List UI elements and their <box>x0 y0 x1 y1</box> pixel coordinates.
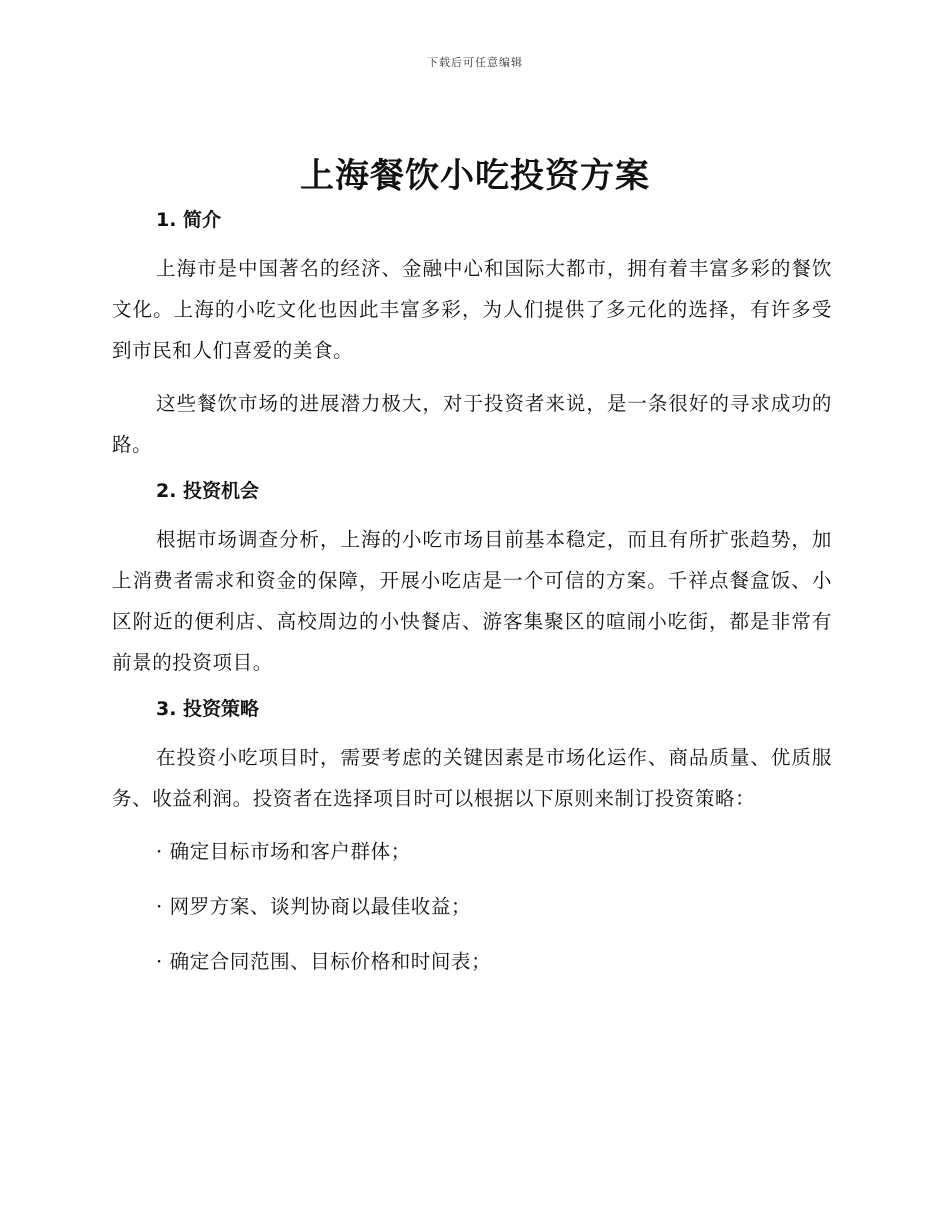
section-heading-opportunity: 2. 投资机会 <box>156 480 260 502</box>
paragraph: 在投资小吃项目时，需要考虑的关键因素是市场化运作、商品质量、优质服务、收益利润。投资者在选择项目时可以根据以下原则来制订投资策略： <box>112 746 832 810</box>
document-body <box>112 198 832 996</box>
bullet-item: · 确定合同范围、目标价格和时间表； <box>156 950 492 973</box>
bullet-item: · 网罗方案、谈判协商以最佳收益； <box>156 895 472 918</box>
page-header: 下载后可任意编辑 <box>427 56 523 69</box>
section-heading-strategy: 3. 投资策略 <box>156 698 260 720</box>
document-title: 上海餐饮小吃投资方案 <box>300 156 650 196</box>
paragraph: 这些餐饮市场的进展潜力极大，对于投资者来说，是一条很好的寻求成功的路。 <box>112 392 832 456</box>
paragraph: 上海市是中国著名的经济、金融中心和国际大都市，拥有着丰富多彩的餐饮文化。上海的小吃文化也因此丰富多彩，为人们提供了多元化的选择，有许多受到市民和人们喜爱的美食。 <box>112 257 832 362</box>
bullet-item: · 确定目标市场和客户群体； <box>156 840 411 863</box>
section-heading-intro: 1. 简介 <box>156 209 222 231</box>
paragraph: 根据市场调查分析，上海的小吃市场目前基本稳定，而且有所扩张趋势，加上消费者需求和资金的保障，开展小吃店是一个可信的方案。千祥点餐盒饭、小区附近的便利店、高校周边的小快餐店、游客集聚区的喧闹小吃街，都是非常有前景的投资项目。 <box>112 528 832 674</box>
